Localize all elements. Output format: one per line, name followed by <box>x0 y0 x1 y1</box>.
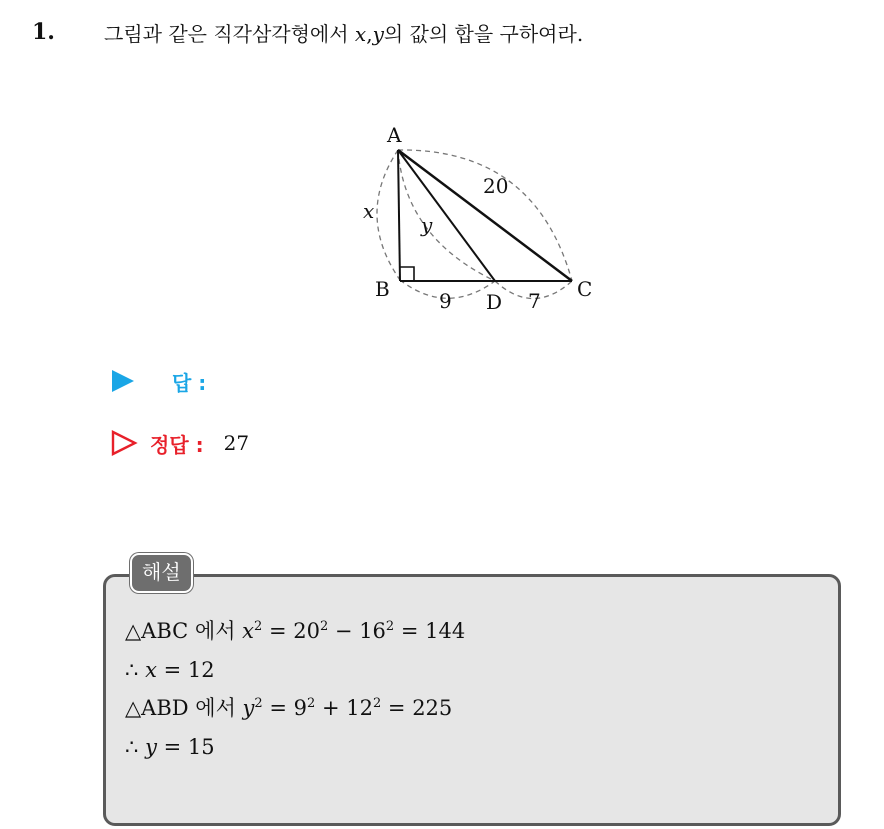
solution-line-2 <box>125 651 465 690</box>
var-y: y <box>145 734 157 759</box>
right-angle-marker <box>400 267 414 281</box>
exponent: 2 <box>307 696 316 711</box>
length-bd-label: 9 <box>439 289 452 313</box>
question-comma: , <box>366 21 373 46</box>
therefore-symbol: ∴ <box>125 657 139 682</box>
vertex-c-label: C <box>577 277 593 301</box>
triangle-abd: △ABD <box>125 696 189 720</box>
question-var-y: y <box>372 21 384 46</box>
korean-eseo: 에서 <box>194 619 236 643</box>
expr-result: = 144 <box>394 619 466 643</box>
exponent: 2 <box>254 619 263 634</box>
question-text <box>104 18 583 47</box>
exponent: 2 <box>319 619 329 634</box>
var-y: y <box>242 696 255 720</box>
therefore-symbol: ∴ <box>125 734 139 759</box>
expr-result: = 12 <box>156 657 215 682</box>
side-ab <box>398 150 400 281</box>
vertex-d-label: D <box>486 290 503 314</box>
solution-line-4 <box>125 728 465 767</box>
length-ab-label: x <box>363 199 375 223</box>
expr-result: = 15 <box>156 734 215 759</box>
expr-result: = 225 <box>381 696 453 720</box>
solution-line-3 <box>125 689 465 728</box>
triangle-diagram <box>355 118 615 323</box>
var-x: x <box>145 657 157 682</box>
problem-statement <box>32 12 852 52</box>
korean-eseo: 에서 <box>195 696 236 720</box>
exponent: 2 <box>372 696 382 711</box>
vertex-a-label: A <box>387 123 402 147</box>
play-outline-icon <box>110 429 138 457</box>
length-ac-label: 20 <box>483 174 509 198</box>
exponent: 2 <box>385 619 395 634</box>
segment-ad <box>398 150 495 281</box>
solution-line-1 <box>125 612 465 651</box>
vertex-b-label: B <box>375 277 390 301</box>
answer-row <box>110 366 226 396</box>
expr-part: − 16 <box>328 619 386 643</box>
correct-answer-label: 정답 : <box>150 432 204 457</box>
correct-answer-value: 27 <box>223 431 250 455</box>
arc-ab <box>377 150 400 280</box>
exponent: 2 <box>254 696 263 711</box>
expr-part: + 12 <box>315 696 373 720</box>
var-x: x <box>242 619 255 643</box>
answer-label: 답 : <box>172 370 207 395</box>
question-text-post: 의 값의 합을 구하여라. <box>383 21 584 46</box>
question-number: 1. <box>32 19 55 45</box>
triangle-abc: △ABC <box>125 619 189 643</box>
play-filled-icon <box>110 368 136 394</box>
solution-content <box>125 612 465 766</box>
expr-part: = 9 <box>262 696 308 720</box>
triangle-figure <box>355 118 615 323</box>
length-ad-label: y <box>421 213 433 237</box>
solution-tab: 해설 <box>130 553 193 593</box>
question-var-x: x <box>354 21 367 46</box>
expr-part: = 20 <box>262 619 320 643</box>
correct-answer-row <box>110 428 249 458</box>
length-dc-label: 7 <box>528 289 541 313</box>
question-text-pre: 그림과 같은 직각삼각형에서 <box>104 21 355 46</box>
